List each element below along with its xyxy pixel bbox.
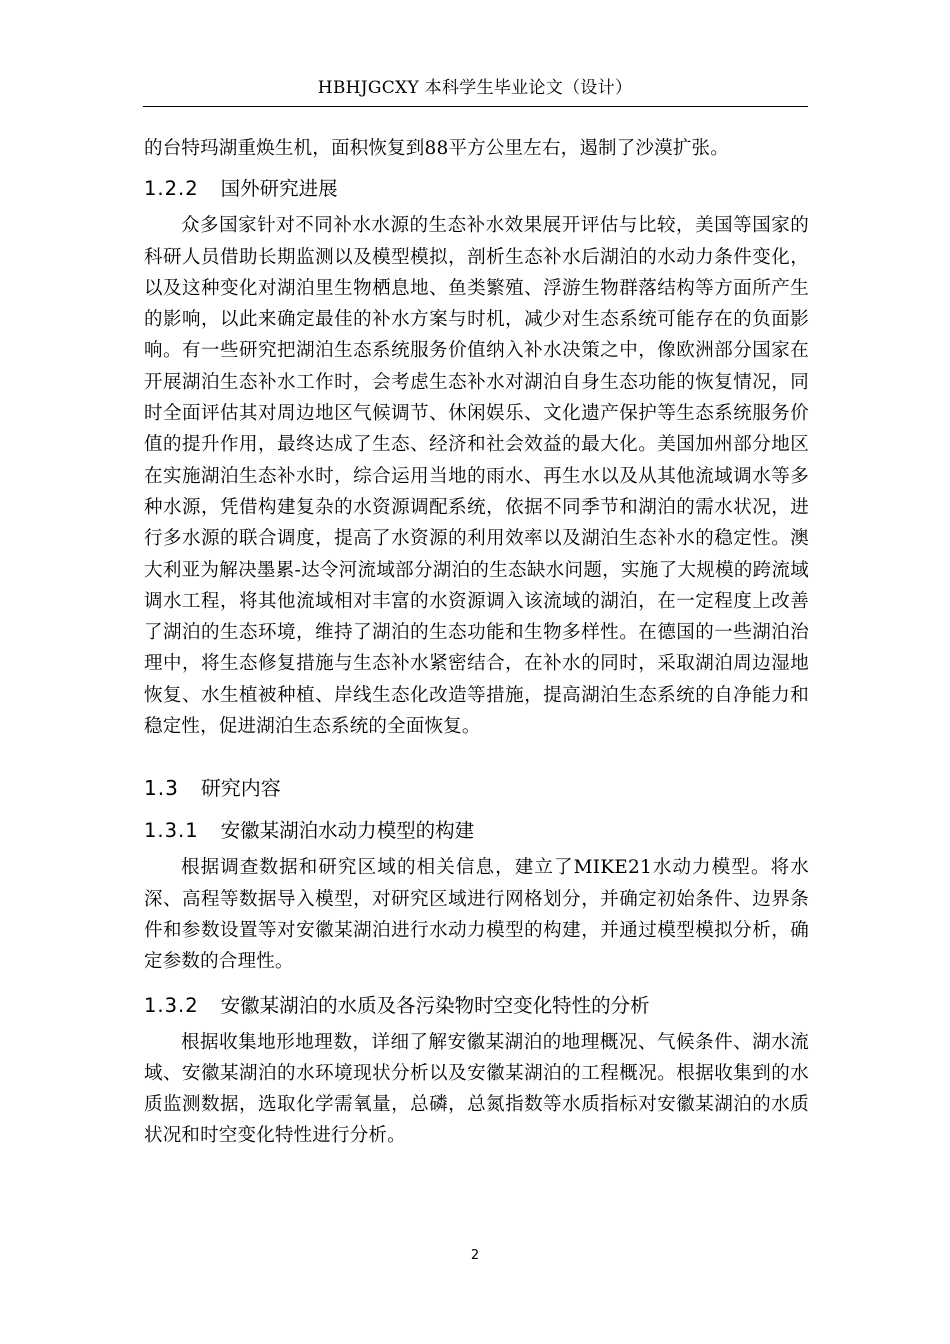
section-number: 1.3.1 bbox=[144, 819, 199, 843]
header-rule bbox=[143, 106, 808, 107]
page-number: 2 bbox=[470, 1248, 480, 1263]
heading-1-2-2 bbox=[144, 175, 809, 203]
heading-1-3 bbox=[144, 774, 809, 802]
heading-1-3-2 bbox=[144, 992, 809, 1020]
paragraph-hydrodynamic-model: 根据调查数据和研究区域的相关信息，建立了MIKE21水动力模型。将水深、高程等数据导入模型，对研究区域进行网格划分，并确定初始条件、边界条件和参数设置等对安徽某湖泊进行水动力模型的构建，并通过模型模拟分析，确定参数的合理性。 bbox=[144, 857, 809, 973]
section-title: 安徽某湖泊水动力模型的构建 bbox=[220, 819, 475, 843]
section-title: 国外研究进展 bbox=[220, 177, 338, 201]
section-number: 1.3 bbox=[144, 776, 179, 801]
section-title: 安徽某湖泊的水质及各污染物时空变化特性的分析 bbox=[220, 993, 650, 1017]
heading-1-3-1 bbox=[144, 817, 809, 845]
section-title: 研究内容 bbox=[200, 776, 281, 801]
page-body bbox=[144, 133, 809, 1152]
running-header: HBHJGCXY 本科学生毕业论文（设计） bbox=[317, 78, 633, 98]
paragraph-foreign-research: 众多国家针对不同补水水源的生态补水效果展开评估与比较，美国等国家的科研人员借助长期监测以及模型模拟，剖析生态补水后湖泊的水动力条件变化，以及这种变化对湖泊里生物栖息地、鱼类繁殖、浮游生物群落结构等方面所产生的影响，以此来确定最佳的补水方案与时机，减少对生态系统可能存在的负面影响。有一些研究把湖泊生态系统服务价值纳入补水决策之中，像欧洲部分国家在开展湖泊生态补水工作时，会考虑生态补水对湖泊自身生态功能的恢复情况，同时全面评估其对周边地区气候调节、休闲娱乐、文化遗产保护等生态系统服务价值的提升作用，最终达成了生态、经济和社会效益的最大化。美国加州部分地区在实施湖泊生态补水时，综合运用当地的雨水、再生水以及从其他流域调水等多种水源，凭借构建复杂的水资源调配系统，依据不同季节和湖泊的需水状况，进行多水源的联合调度，提高了水资源的利用效率以及湖泊生态补水的稳定性。澳大利亚为解决墨累-达令河流域部分湖泊的生态缺水问题，实施了大规模的跨流域调水工程，将其他流域相对丰富的水资源调入该流域的湖泊，在一定程度上改善了湖泊的生态环境，维持了湖泊的生态功能和生物多样性。在德国的一些湖泊治理中，将生态修复措施与生态补水紧密结合，在补水的同时，采取湖泊周边湿地恢复、水生植被种植、岸线生态化改造等措施，提高湖泊生态系统的自净能力和稳定性，促进湖泊生态系统的全面恢复。 bbox=[144, 215, 809, 738]
section-number: 1.2.2 bbox=[144, 177, 199, 201]
section-number: 1.3.2 bbox=[144, 993, 199, 1017]
continuation-paragraph: 的台特玛湖重焕生机，面积恢复到88平方公里左右，遏制了沙漠扩张。 bbox=[144, 138, 729, 159]
paragraph-water-quality: 根据收集地形地理数，详细了解安徽某湖泊的地理概况、气候条件、湖水流域、安徽某湖泊的水环境现状分析以及安徽某湖泊的工程概况。根据收集到的水质监测数据，选取化学需氧量，总磷，总氮指数等水质指标对安徽某湖泊的水质状况和时空变化特性进行分析。 bbox=[144, 1031, 809, 1147]
